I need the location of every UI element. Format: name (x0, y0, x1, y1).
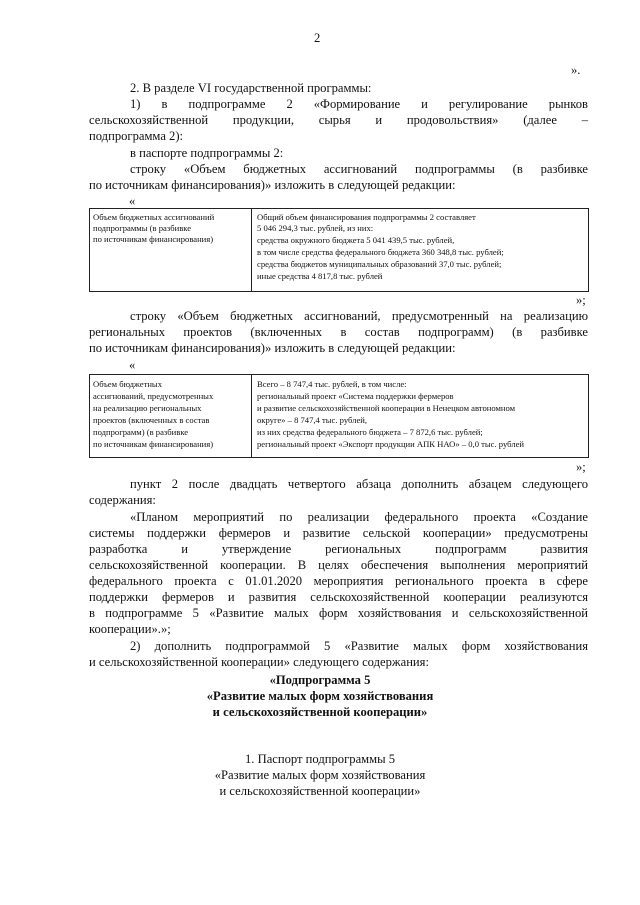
passport-heading-line1: 1. Паспорт подпрограммы 5 (245, 752, 395, 766)
paragraph-section-vi: 2. В разделе VI государственной программы: (130, 81, 372, 95)
table-cell-line: на реализацию региональных (93, 403, 202, 413)
paragraph-add-subprogram-line2: и сельскохозяйственной кооперации» следующего содержания: (89, 655, 429, 669)
subprogram-5-heading-line1: «Подпрограмма 5 (269, 673, 371, 687)
paragraph-plan-line2: системы поддержки фермеров и развитие сельской кооперации» предусмотрены (89, 526, 588, 540)
table-cell-line: по источникам финансирования) (93, 234, 214, 244)
paragraph-plan-line7: в подпрограмме 5 «Развитие малых форм хозяйствования и сельскохозяйственной (89, 606, 588, 620)
page-number: 2 (314, 31, 321, 45)
table-cell-line: 5 046 294,3 тыс. рублей, из них: (257, 223, 374, 233)
passport-heading-line3: и сельскохозяйственной кооперации» (219, 784, 421, 798)
table-cell-line: иные средства 4 817,8 тыс. рублей (257, 271, 383, 281)
table-cell-line: региональный проект «Система поддержки фермеров (257, 391, 454, 401)
paragraph-subprogram-2-line3: подпрограмма 2): (89, 129, 184, 143)
paragraph-subprogram-2-line2: сельскохозяйственной продукции, сырья и продовольствия» (далее – (89, 113, 588, 127)
paragraph-plan-line4: сельскохозяйственной кооперации. В целях обеспечения выполнения мероприятий (89, 558, 588, 572)
subprogram-5-heading-line3: и сельскохозяйственной кооперации» (212, 705, 428, 719)
budget-table-1 (89, 208, 589, 292)
closing-quote-1: »; (576, 293, 586, 307)
table-cell-line: средства бюджетов муниципальных образований 37,0 тыс. рублей; (257, 259, 502, 269)
table-cell-line: подпрограмм) (в разбивке (93, 427, 189, 437)
budget-table-2-label-cell (90, 375, 252, 457)
table-cell-line: Общий объем финансирования подпрограммы 2 составляет (257, 212, 476, 222)
table-cell-line: проектов (включенных в состав (93, 415, 210, 425)
table-cell-line: средства окружного бюджета 5 041 439,5 тыс. рублей, (257, 235, 455, 245)
table-cell-line: региональный проект «Экспорт продукции АПК НАО» – 0,0 тыс. рублей (257, 439, 525, 449)
paragraph-plan-line1: «Планом мероприятий по реализации федерального проекта «Создание (130, 510, 588, 524)
table-cell-line: подпрограммы (в разбивке (93, 223, 192, 233)
table-cell-line: по источникам финансирования) (93, 439, 214, 449)
table-cell-line: ассигнований, предусмотренных (93, 391, 214, 401)
paragraph-plan-line6: поддержки фермеров и развития сельскохозяйственной кооперации реализуются (89, 590, 588, 604)
table-cell-line: из них средства федерального бюджета – 7 872,6 тыс. рублей; (257, 427, 483, 437)
paragraph-item2-line1: пункт 2 после двадцать четвертого абзаца дополнить абзацем следующего (130, 477, 588, 491)
paragraph-budget-line1: строку «Объем бюджетных ассигнований подпрограммы (в разбивке (130, 162, 588, 176)
paragraph-plan-line8: кооперации».»; (89, 622, 171, 636)
budget-table-1-label-cell (90, 209, 252, 291)
table-cell-line: и развитие сельскохозяйственной кооперации в Ненецком автономном (257, 403, 516, 413)
paragraph-plan-line5: федерального проекта с 01.01.2020 мероприятия регионального проекта в сфере (89, 574, 588, 588)
opening-quote-1: « (129, 194, 136, 208)
paragraph-regional-line1: строку «Объем бюджетных ассигнований, предусмотренный на реализацию (130, 309, 588, 323)
table-cell-line: округе» – 8 747,4 тыс. рублей, (257, 415, 368, 425)
opening-quote-2: « (129, 358, 136, 372)
table-cell-line: Объем бюджетных ассигнований (93, 212, 215, 222)
table-cell-line: Объем бюджетных (93, 379, 163, 389)
paragraph-budget-line2: по источникам финансирования)» изложить в следующей редакции: (89, 178, 456, 192)
passport-heading-line2: «Развитие малых форм хозяйствования (214, 768, 426, 782)
budget-table-2 (89, 374, 589, 458)
paragraph-subprogram-2-line1: 1) в подпрограмме 2 «Формирование и регулирование рынков (130, 97, 588, 111)
paragraph-add-subprogram-line1: 2) дополнить подпрограммой 5 «Развитие малых форм хозяйствования (130, 639, 588, 653)
paragraph-regional-line2: региональных проектов (включенных в состав подпрограмм) (в разбивке (89, 325, 588, 339)
closing-quote-2: »; (576, 460, 586, 474)
paragraph-plan-line3: разработка и утверждение региональных подпрограмм развития (89, 542, 588, 556)
paragraph-passport: в паспорте подпрограммы 2: (130, 146, 284, 160)
closing-quote-top: ». (571, 63, 581, 77)
paragraph-item2-line2: содержания: (89, 493, 156, 507)
table-cell-line: Всего – 8 747,4 тыс. рублей, в том числе: (257, 379, 407, 389)
table-cell-line: в том числе средства федерального бюджета 360 348,8 тыс. рублей; (257, 247, 504, 257)
paragraph-regional-line3: по источникам финансирования)» изложить в следующей редакции: (89, 341, 456, 355)
subprogram-5-heading-line2: «Развитие малых форм хозяйствования (206, 689, 434, 703)
